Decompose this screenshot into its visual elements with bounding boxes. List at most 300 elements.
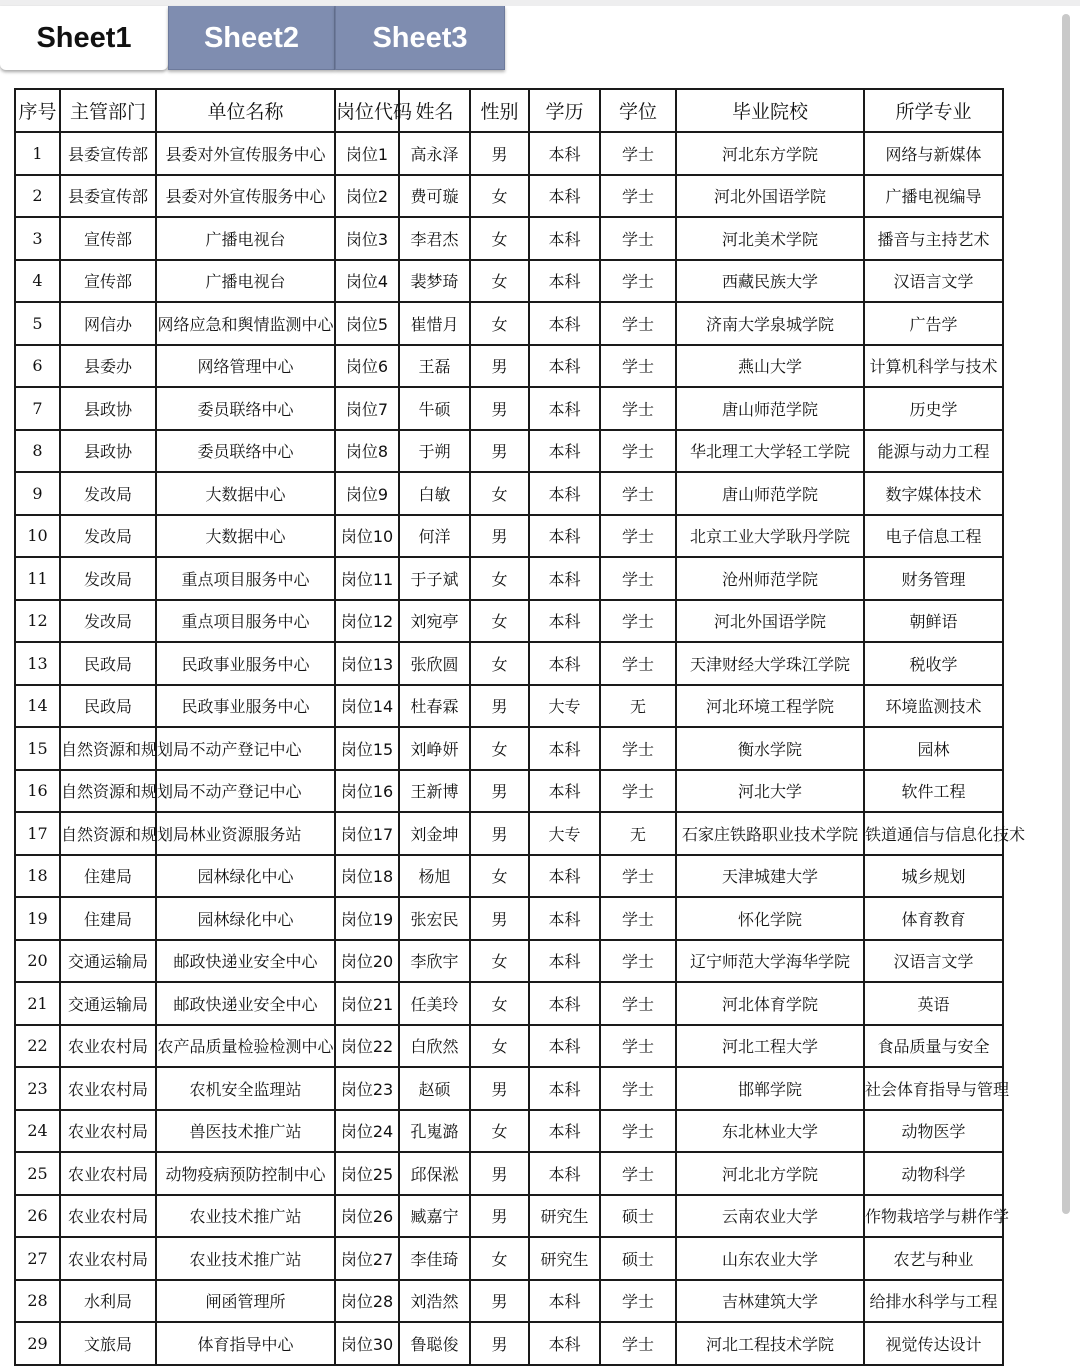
gender-cell[interactable]: 女 [470, 302, 529, 345]
degree-cell[interactable]: 学士 [600, 770, 676, 813]
gender-cell[interactable]: 男 [470, 770, 529, 813]
header-cell[interactable]: 学位 [600, 89, 676, 132]
gender-cell[interactable]: 女 [470, 557, 529, 600]
header-cell[interactable]: 学历 [529, 89, 600, 132]
position-code-cell[interactable]: 岗位2 [335, 175, 399, 218]
gender-cell[interactable]: 男 [470, 685, 529, 728]
school-cell[interactable]: 石家庄铁路职业技术学院 [676, 812, 864, 855]
position-code-cell[interactable]: 岗位5 [335, 302, 399, 345]
position-code-cell[interactable]: 岗位16 [335, 770, 399, 813]
unit-cell[interactable]: 重点项目服务中心 [156, 557, 335, 600]
name-cell[interactable]: 白欣然 [399, 1025, 470, 1068]
department-cell[interactable]: 农业农村局 [60, 1067, 156, 1110]
major-cell[interactable]: 城乡规划 [864, 855, 1003, 898]
education-cell[interactable]: 本科 [529, 727, 600, 770]
gender-cell[interactable]: 男 [470, 1067, 529, 1110]
unit-cell[interactable]: 大数据中心 [156, 515, 335, 558]
position-code-cell[interactable]: 岗位3 [335, 217, 399, 260]
school-cell[interactable]: 云南农业大学 [676, 1195, 864, 1238]
education-cell[interactable]: 本科 [529, 940, 600, 983]
degree-cell[interactable]: 硕士 [600, 1195, 676, 1238]
unit-cell[interactable]: 网络管理中心 [156, 345, 335, 388]
department-cell[interactable]: 县委办 [60, 345, 156, 388]
education-cell[interactable]: 本科 [529, 472, 600, 515]
major-cell[interactable]: 汉语言文学 [864, 940, 1003, 983]
unit-cell[interactable]: 邮政快递业安全中心 [156, 982, 335, 1025]
major-cell[interactable]: 广告学 [864, 302, 1003, 345]
unit-cell[interactable]: 大数据中心 [156, 472, 335, 515]
position-code-cell[interactable]: 岗位13 [335, 642, 399, 685]
tab-sheet2[interactable]: Sheet2 [168, 6, 335, 70]
index-cell[interactable]: 16 [15, 770, 60, 813]
degree-cell[interactable]: 学士 [600, 855, 676, 898]
school-cell[interactable]: 河北东方学院 [676, 132, 864, 175]
department-cell[interactable]: 交通运输局 [60, 982, 156, 1025]
major-cell[interactable]: 动物科学 [864, 1152, 1003, 1195]
education-cell[interactable]: 大专 [529, 685, 600, 728]
education-cell[interactable]: 本科 [529, 1025, 600, 1068]
school-cell[interactable]: 沧州师范学院 [676, 557, 864, 600]
gender-cell[interactable]: 女 [470, 260, 529, 303]
education-cell[interactable]: 本科 [529, 515, 600, 558]
gender-cell[interactable]: 女 [470, 217, 529, 260]
major-cell[interactable]: 历史学 [864, 387, 1003, 430]
school-cell[interactable]: 河北环境工程学院 [676, 685, 864, 728]
index-cell[interactable]: 2 [15, 175, 60, 218]
unit-cell[interactable]: 重点项目服务中心 [156, 600, 335, 643]
degree-cell[interactable]: 学士 [600, 132, 676, 175]
name-cell[interactable]: 裴梦琦 [399, 260, 470, 303]
header-cell[interactable]: 岗位代码 [335, 89, 399, 132]
major-cell[interactable]: 社会体育指导与管理 [864, 1067, 1003, 1110]
degree-cell[interactable]: 学士 [600, 515, 676, 558]
degree-cell[interactable]: 学士 [600, 1280, 676, 1323]
degree-cell[interactable]: 学士 [600, 260, 676, 303]
school-cell[interactable]: 衡水学院 [676, 727, 864, 770]
department-cell[interactable]: 县委宣传部 [60, 175, 156, 218]
school-cell[interactable]: 河北大学 [676, 770, 864, 813]
tab-sheet3[interactable]: Sheet3 [335, 6, 505, 70]
name-cell[interactable]: 鲁聪俊 [399, 1322, 470, 1365]
header-cell[interactable]: 姓名 [399, 89, 470, 132]
index-cell[interactable]: 17 [15, 812, 60, 855]
major-cell[interactable]: 播音与主持艺术 [864, 217, 1003, 260]
gender-cell[interactable]: 男 [470, 1152, 529, 1195]
department-cell[interactable]: 自然资源和规划局 [60, 727, 156, 770]
gender-cell[interactable]: 女 [470, 1237, 529, 1280]
department-cell[interactable]: 网信办 [60, 302, 156, 345]
gender-cell[interactable]: 男 [470, 345, 529, 388]
index-cell[interactable]: 26 [15, 1195, 60, 1238]
school-cell[interactable]: 邯郸学院 [676, 1067, 864, 1110]
unit-cell[interactable]: 体育指导中心 [156, 1322, 335, 1365]
major-cell[interactable]: 软件工程 [864, 770, 1003, 813]
gender-cell[interactable]: 女 [470, 855, 529, 898]
major-cell[interactable]: 数字媒体技术 [864, 472, 1003, 515]
education-cell[interactable]: 本科 [529, 600, 600, 643]
department-cell[interactable]: 文旅局 [60, 1322, 156, 1365]
education-cell[interactable]: 本科 [529, 175, 600, 218]
gender-cell[interactable]: 男 [470, 1195, 529, 1238]
major-cell[interactable]: 能源与动力工程 [864, 430, 1003, 473]
school-cell[interactable]: 唐山师范学院 [676, 387, 864, 430]
unit-cell[interactable]: 县委对外宣传服务中心 [156, 175, 335, 218]
degree-cell[interactable]: 学士 [600, 175, 676, 218]
degree-cell[interactable]: 学士 [600, 727, 676, 770]
name-cell[interactable]: 白敏 [399, 472, 470, 515]
major-cell[interactable]: 食品质量与安全 [864, 1025, 1003, 1068]
unit-cell[interactable]: 农机安全监理站 [156, 1067, 335, 1110]
unit-cell[interactable]: 动物疫病预防控制中心 [156, 1152, 335, 1195]
unit-cell[interactable]: 闸函管理所 [156, 1280, 335, 1323]
name-cell[interactable]: 刘浩然 [399, 1280, 470, 1323]
degree-cell[interactable]: 学士 [600, 600, 676, 643]
school-cell[interactable]: 河北工程大学 [676, 1025, 864, 1068]
department-cell[interactable]: 自然资源和规划局 [60, 770, 156, 813]
name-cell[interactable]: 张欣圆 [399, 642, 470, 685]
education-cell[interactable]: 本科 [529, 302, 600, 345]
header-cell[interactable]: 主管部门 [60, 89, 156, 132]
header-cell[interactable]: 所学专业 [864, 89, 1003, 132]
index-cell[interactable]: 23 [15, 1067, 60, 1110]
major-cell[interactable]: 园林 [864, 727, 1003, 770]
department-cell[interactable]: 农业农村局 [60, 1195, 156, 1238]
gender-cell[interactable]: 女 [470, 940, 529, 983]
school-cell[interactable]: 华北理工大学轻工学院 [676, 430, 864, 473]
position-code-cell[interactable]: 岗位15 [335, 727, 399, 770]
major-cell[interactable]: 财务管理 [864, 557, 1003, 600]
index-cell[interactable]: 25 [15, 1152, 60, 1195]
gender-cell[interactable]: 男 [470, 812, 529, 855]
degree-cell[interactable]: 学士 [600, 897, 676, 940]
index-cell[interactable]: 9 [15, 472, 60, 515]
major-cell[interactable]: 给排水科学与工程 [864, 1280, 1003, 1323]
unit-cell[interactable]: 农业技术推广站 [156, 1237, 335, 1280]
degree-cell[interactable]: 无 [600, 812, 676, 855]
department-cell[interactable]: 民政局 [60, 685, 156, 728]
position-code-cell[interactable]: 岗位8 [335, 430, 399, 473]
school-cell[interactable]: 济南大学泉城学院 [676, 302, 864, 345]
department-cell[interactable]: 农业农村局 [60, 1025, 156, 1068]
name-cell[interactable]: 张宏民 [399, 897, 470, 940]
position-code-cell[interactable]: 岗位21 [335, 982, 399, 1025]
name-cell[interactable]: 李佳琦 [399, 1237, 470, 1280]
name-cell[interactable]: 杜春霖 [399, 685, 470, 728]
department-cell[interactable]: 县委宣传部 [60, 132, 156, 175]
degree-cell[interactable]: 学士 [600, 1067, 676, 1110]
degree-cell[interactable]: 学士 [600, 1322, 676, 1365]
name-cell[interactable]: 刘宛亭 [399, 600, 470, 643]
gender-cell[interactable]: 男 [470, 1280, 529, 1323]
name-cell[interactable]: 李欣宇 [399, 940, 470, 983]
school-cell[interactable]: 吉林建筑大学 [676, 1280, 864, 1323]
degree-cell[interactable]: 无 [600, 685, 676, 728]
name-cell[interactable]: 何洋 [399, 515, 470, 558]
position-code-cell[interactable]: 岗位30 [335, 1322, 399, 1365]
school-cell[interactable]: 怀化学院 [676, 897, 864, 940]
major-cell[interactable]: 体育教育 [864, 897, 1003, 940]
position-code-cell[interactable]: 岗位17 [335, 812, 399, 855]
position-code-cell[interactable]: 岗位22 [335, 1025, 399, 1068]
name-cell[interactable]: 高永泽 [399, 132, 470, 175]
position-code-cell[interactable]: 岗位28 [335, 1280, 399, 1323]
education-cell[interactable]: 本科 [529, 897, 600, 940]
unit-cell[interactable]: 林业资源服务站 [156, 812, 335, 855]
department-cell[interactable]: 民政局 [60, 642, 156, 685]
school-cell[interactable]: 东北林业大学 [676, 1110, 864, 1153]
name-cell[interactable]: 牛硕 [399, 387, 470, 430]
degree-cell[interactable]: 学士 [600, 642, 676, 685]
major-cell[interactable]: 环境监测技术 [864, 685, 1003, 728]
unit-cell[interactable]: 网络应急和舆情监测中心 [156, 302, 335, 345]
index-cell[interactable]: 22 [15, 1025, 60, 1068]
unit-cell[interactable]: 农业技术推广站 [156, 1195, 335, 1238]
major-cell[interactable]: 英语 [864, 982, 1003, 1025]
position-code-cell[interactable]: 岗位12 [335, 600, 399, 643]
department-cell[interactable]: 水利局 [60, 1280, 156, 1323]
degree-cell[interactable]: 学士 [600, 302, 676, 345]
education-cell[interactable]: 大专 [529, 812, 600, 855]
education-cell[interactable]: 研究生 [529, 1237, 600, 1280]
department-cell[interactable]: 县政协 [60, 387, 156, 430]
position-code-cell[interactable]: 岗位1 [335, 132, 399, 175]
index-cell[interactable]: 21 [15, 982, 60, 1025]
degree-cell[interactable]: 学士 [600, 472, 676, 515]
school-cell[interactable]: 河北外国语学院 [676, 175, 864, 218]
position-code-cell[interactable]: 岗位14 [335, 685, 399, 728]
name-cell[interactable]: 孔嵬潞 [399, 1110, 470, 1153]
degree-cell[interactable]: 硕士 [600, 1237, 676, 1280]
header-cell[interactable]: 单位名称 [156, 89, 335, 132]
department-cell[interactable]: 自然资源和规划局 [60, 812, 156, 855]
department-cell[interactable]: 发改局 [60, 600, 156, 643]
index-cell[interactable]: 24 [15, 1110, 60, 1153]
department-cell[interactable]: 发改局 [60, 472, 156, 515]
education-cell[interactable]: 本科 [529, 1280, 600, 1323]
position-code-cell[interactable]: 岗位18 [335, 855, 399, 898]
major-cell[interactable]: 朝鲜语 [864, 600, 1003, 643]
index-cell[interactable]: 5 [15, 302, 60, 345]
vertical-scrollbar[interactable] [1062, 14, 1070, 1214]
index-cell[interactable]: 8 [15, 430, 60, 473]
position-code-cell[interactable]: 岗位9 [335, 472, 399, 515]
unit-cell[interactable]: 兽医技术推广站 [156, 1110, 335, 1153]
position-code-cell[interactable]: 岗位23 [335, 1067, 399, 1110]
school-cell[interactable]: 燕山大学 [676, 345, 864, 388]
major-cell[interactable]: 动物医学 [864, 1110, 1003, 1153]
department-cell[interactable]: 发改局 [60, 557, 156, 600]
major-cell[interactable]: 广播电视编导 [864, 175, 1003, 218]
position-code-cell[interactable]: 岗位19 [335, 897, 399, 940]
position-code-cell[interactable]: 岗位7 [335, 387, 399, 430]
gender-cell[interactable]: 女 [470, 175, 529, 218]
degree-cell[interactable]: 学士 [600, 217, 676, 260]
education-cell[interactable]: 本科 [529, 1067, 600, 1110]
school-cell[interactable]: 山东农业大学 [676, 1237, 864, 1280]
index-cell[interactable]: 7 [15, 387, 60, 430]
name-cell[interactable]: 杨旭 [399, 855, 470, 898]
major-cell[interactable]: 视觉传达设计 [864, 1322, 1003, 1365]
position-code-cell[interactable]: 岗位6 [335, 345, 399, 388]
degree-cell[interactable]: 学士 [600, 982, 676, 1025]
department-cell[interactable]: 宣传部 [60, 260, 156, 303]
name-cell[interactable]: 于子斌 [399, 557, 470, 600]
position-code-cell[interactable]: 岗位4 [335, 260, 399, 303]
education-cell[interactable]: 本科 [529, 387, 600, 430]
department-cell[interactable]: 县政协 [60, 430, 156, 473]
education-cell[interactable]: 本科 [529, 430, 600, 473]
education-cell[interactable]: 本科 [529, 132, 600, 175]
major-cell[interactable]: 汉语言文学 [864, 260, 1003, 303]
unit-cell[interactable]: 广播电视台 [156, 260, 335, 303]
index-cell[interactable]: 12 [15, 600, 60, 643]
index-cell[interactable]: 20 [15, 940, 60, 983]
school-cell[interactable]: 河北工程技术学院 [676, 1322, 864, 1365]
department-cell[interactable]: 宣传部 [60, 217, 156, 260]
tab-sheet1[interactable]: Sheet1 [0, 6, 168, 70]
index-cell[interactable]: 19 [15, 897, 60, 940]
position-code-cell[interactable]: 岗位11 [335, 557, 399, 600]
unit-cell[interactable]: 不动产登记中心 [156, 727, 335, 770]
department-cell[interactable]: 发改局 [60, 515, 156, 558]
position-code-cell[interactable]: 岗位24 [335, 1110, 399, 1153]
gender-cell[interactable]: 男 [470, 387, 529, 430]
education-cell[interactable]: 本科 [529, 1322, 600, 1365]
education-cell[interactable]: 研究生 [529, 1195, 600, 1238]
name-cell[interactable]: 于朔 [399, 430, 470, 473]
name-cell[interactable]: 崔惜月 [399, 302, 470, 345]
name-cell[interactable]: 刘金坤 [399, 812, 470, 855]
degree-cell[interactable]: 学士 [600, 345, 676, 388]
major-cell[interactable]: 计算机科学与技术 [864, 345, 1003, 388]
education-cell[interactable]: 本科 [529, 642, 600, 685]
gender-cell[interactable]: 女 [470, 982, 529, 1025]
major-cell[interactable]: 作物栽培学与耕作学 [864, 1195, 1003, 1238]
major-cell[interactable]: 网络与新媒体 [864, 132, 1003, 175]
unit-cell[interactable]: 县委对外宣传服务中心 [156, 132, 335, 175]
gender-cell[interactable]: 女 [470, 642, 529, 685]
unit-cell[interactable]: 园林绿化中心 [156, 897, 335, 940]
position-code-cell[interactable]: 岗位26 [335, 1195, 399, 1238]
unit-cell[interactable]: 邮政快递业安全中心 [156, 940, 335, 983]
department-cell[interactable]: 农业农村局 [60, 1110, 156, 1153]
index-cell[interactable]: 1 [15, 132, 60, 175]
department-cell[interactable]: 农业农村局 [60, 1237, 156, 1280]
unit-cell[interactable]: 广播电视台 [156, 217, 335, 260]
unit-cell[interactable]: 不动产登记中心 [156, 770, 335, 813]
department-cell[interactable]: 农业农村局 [60, 1152, 156, 1195]
gender-cell[interactable]: 女 [470, 600, 529, 643]
degree-cell[interactable]: 学士 [600, 387, 676, 430]
education-cell[interactable]: 本科 [529, 770, 600, 813]
school-cell[interactable]: 河北外国语学院 [676, 600, 864, 643]
school-cell[interactable]: 辽宁师范大学海华学院 [676, 940, 864, 983]
index-cell[interactable]: 4 [15, 260, 60, 303]
index-cell[interactable]: 11 [15, 557, 60, 600]
gender-cell[interactable]: 男 [470, 515, 529, 558]
position-code-cell[interactable]: 岗位25 [335, 1152, 399, 1195]
gender-cell[interactable]: 男 [470, 132, 529, 175]
unit-cell[interactable]: 委员联络中心 [156, 430, 335, 473]
index-cell[interactable]: 13 [15, 642, 60, 685]
education-cell[interactable]: 本科 [529, 1152, 600, 1195]
position-code-cell[interactable]: 岗位20 [335, 940, 399, 983]
education-cell[interactable]: 本科 [529, 260, 600, 303]
index-cell[interactable]: 3 [15, 217, 60, 260]
gender-cell[interactable]: 男 [470, 897, 529, 940]
gender-cell[interactable]: 女 [470, 1025, 529, 1068]
department-cell[interactable]: 交通运输局 [60, 940, 156, 983]
unit-cell[interactable]: 民政事业服务中心 [156, 642, 335, 685]
gender-cell[interactable]: 女 [470, 727, 529, 770]
name-cell[interactable]: 王磊 [399, 345, 470, 388]
education-cell[interactable]: 本科 [529, 1110, 600, 1153]
index-cell[interactable]: 15 [15, 727, 60, 770]
index-cell[interactable]: 10 [15, 515, 60, 558]
major-cell[interactable]: 税收学 [864, 642, 1003, 685]
gender-cell[interactable]: 女 [470, 472, 529, 515]
header-cell[interactable]: 序号 [15, 89, 60, 132]
index-cell[interactable]: 27 [15, 1237, 60, 1280]
position-code-cell[interactable]: 岗位10 [335, 515, 399, 558]
name-cell[interactable]: 任美玲 [399, 982, 470, 1025]
school-cell[interactable]: 河北体育学院 [676, 982, 864, 1025]
school-cell[interactable]: 河北美术学院 [676, 217, 864, 260]
school-cell[interactable]: 唐山师范学院 [676, 472, 864, 515]
education-cell[interactable]: 本科 [529, 557, 600, 600]
degree-cell[interactable]: 学士 [600, 1152, 676, 1195]
index-cell[interactable]: 6 [15, 345, 60, 388]
education-cell[interactable]: 本科 [529, 345, 600, 388]
department-cell[interactable]: 住建局 [60, 897, 156, 940]
education-cell[interactable]: 本科 [529, 217, 600, 260]
gender-cell[interactable]: 男 [470, 1322, 529, 1365]
department-cell[interactable]: 住建局 [60, 855, 156, 898]
name-cell[interactable]: 费可璇 [399, 175, 470, 218]
major-cell[interactable]: 农艺与种业 [864, 1237, 1003, 1280]
name-cell[interactable]: 赵硕 [399, 1067, 470, 1110]
unit-cell[interactable]: 委员联络中心 [156, 387, 335, 430]
name-cell[interactable]: 臧嘉宁 [399, 1195, 470, 1238]
major-cell[interactable]: 电子信息工程 [864, 515, 1003, 558]
name-cell[interactable]: 刘峥妍 [399, 727, 470, 770]
degree-cell[interactable]: 学士 [600, 940, 676, 983]
position-code-cell[interactable]: 岗位27 [335, 1237, 399, 1280]
school-cell[interactable]: 天津财经大学珠江学院 [676, 642, 864, 685]
gender-cell[interactable]: 女 [470, 1110, 529, 1153]
name-cell[interactable]: 邱保淞 [399, 1152, 470, 1195]
index-cell[interactable]: 18 [15, 855, 60, 898]
education-cell[interactable]: 本科 [529, 855, 600, 898]
education-cell[interactable]: 本科 [529, 982, 600, 1025]
major-cell[interactable]: 铁道通信与信息化技术 [864, 812, 1003, 855]
degree-cell[interactable]: 学士 [600, 1110, 676, 1153]
index-cell[interactable]: 14 [15, 685, 60, 728]
unit-cell[interactable]: 民政事业服务中心 [156, 685, 335, 728]
index-cell[interactable]: 28 [15, 1280, 60, 1323]
header-cell[interactable]: 性别 [470, 89, 529, 132]
school-cell[interactable]: 北京工业大学耿丹学院 [676, 515, 864, 558]
header-cell[interactable]: 毕业院校 [676, 89, 864, 132]
unit-cell[interactable]: 园林绿化中心 [156, 855, 335, 898]
index-cell[interactable]: 29 [15, 1322, 60, 1365]
degree-cell[interactable]: 学士 [600, 1025, 676, 1068]
school-cell[interactable]: 天津城建大学 [676, 855, 864, 898]
degree-cell[interactable]: 学士 [600, 557, 676, 600]
unit-cell[interactable]: 农产品质量检验检测中心 [156, 1025, 335, 1068]
school-cell[interactable]: 河北北方学院 [676, 1152, 864, 1195]
name-cell[interactable]: 李君杰 [399, 217, 470, 260]
